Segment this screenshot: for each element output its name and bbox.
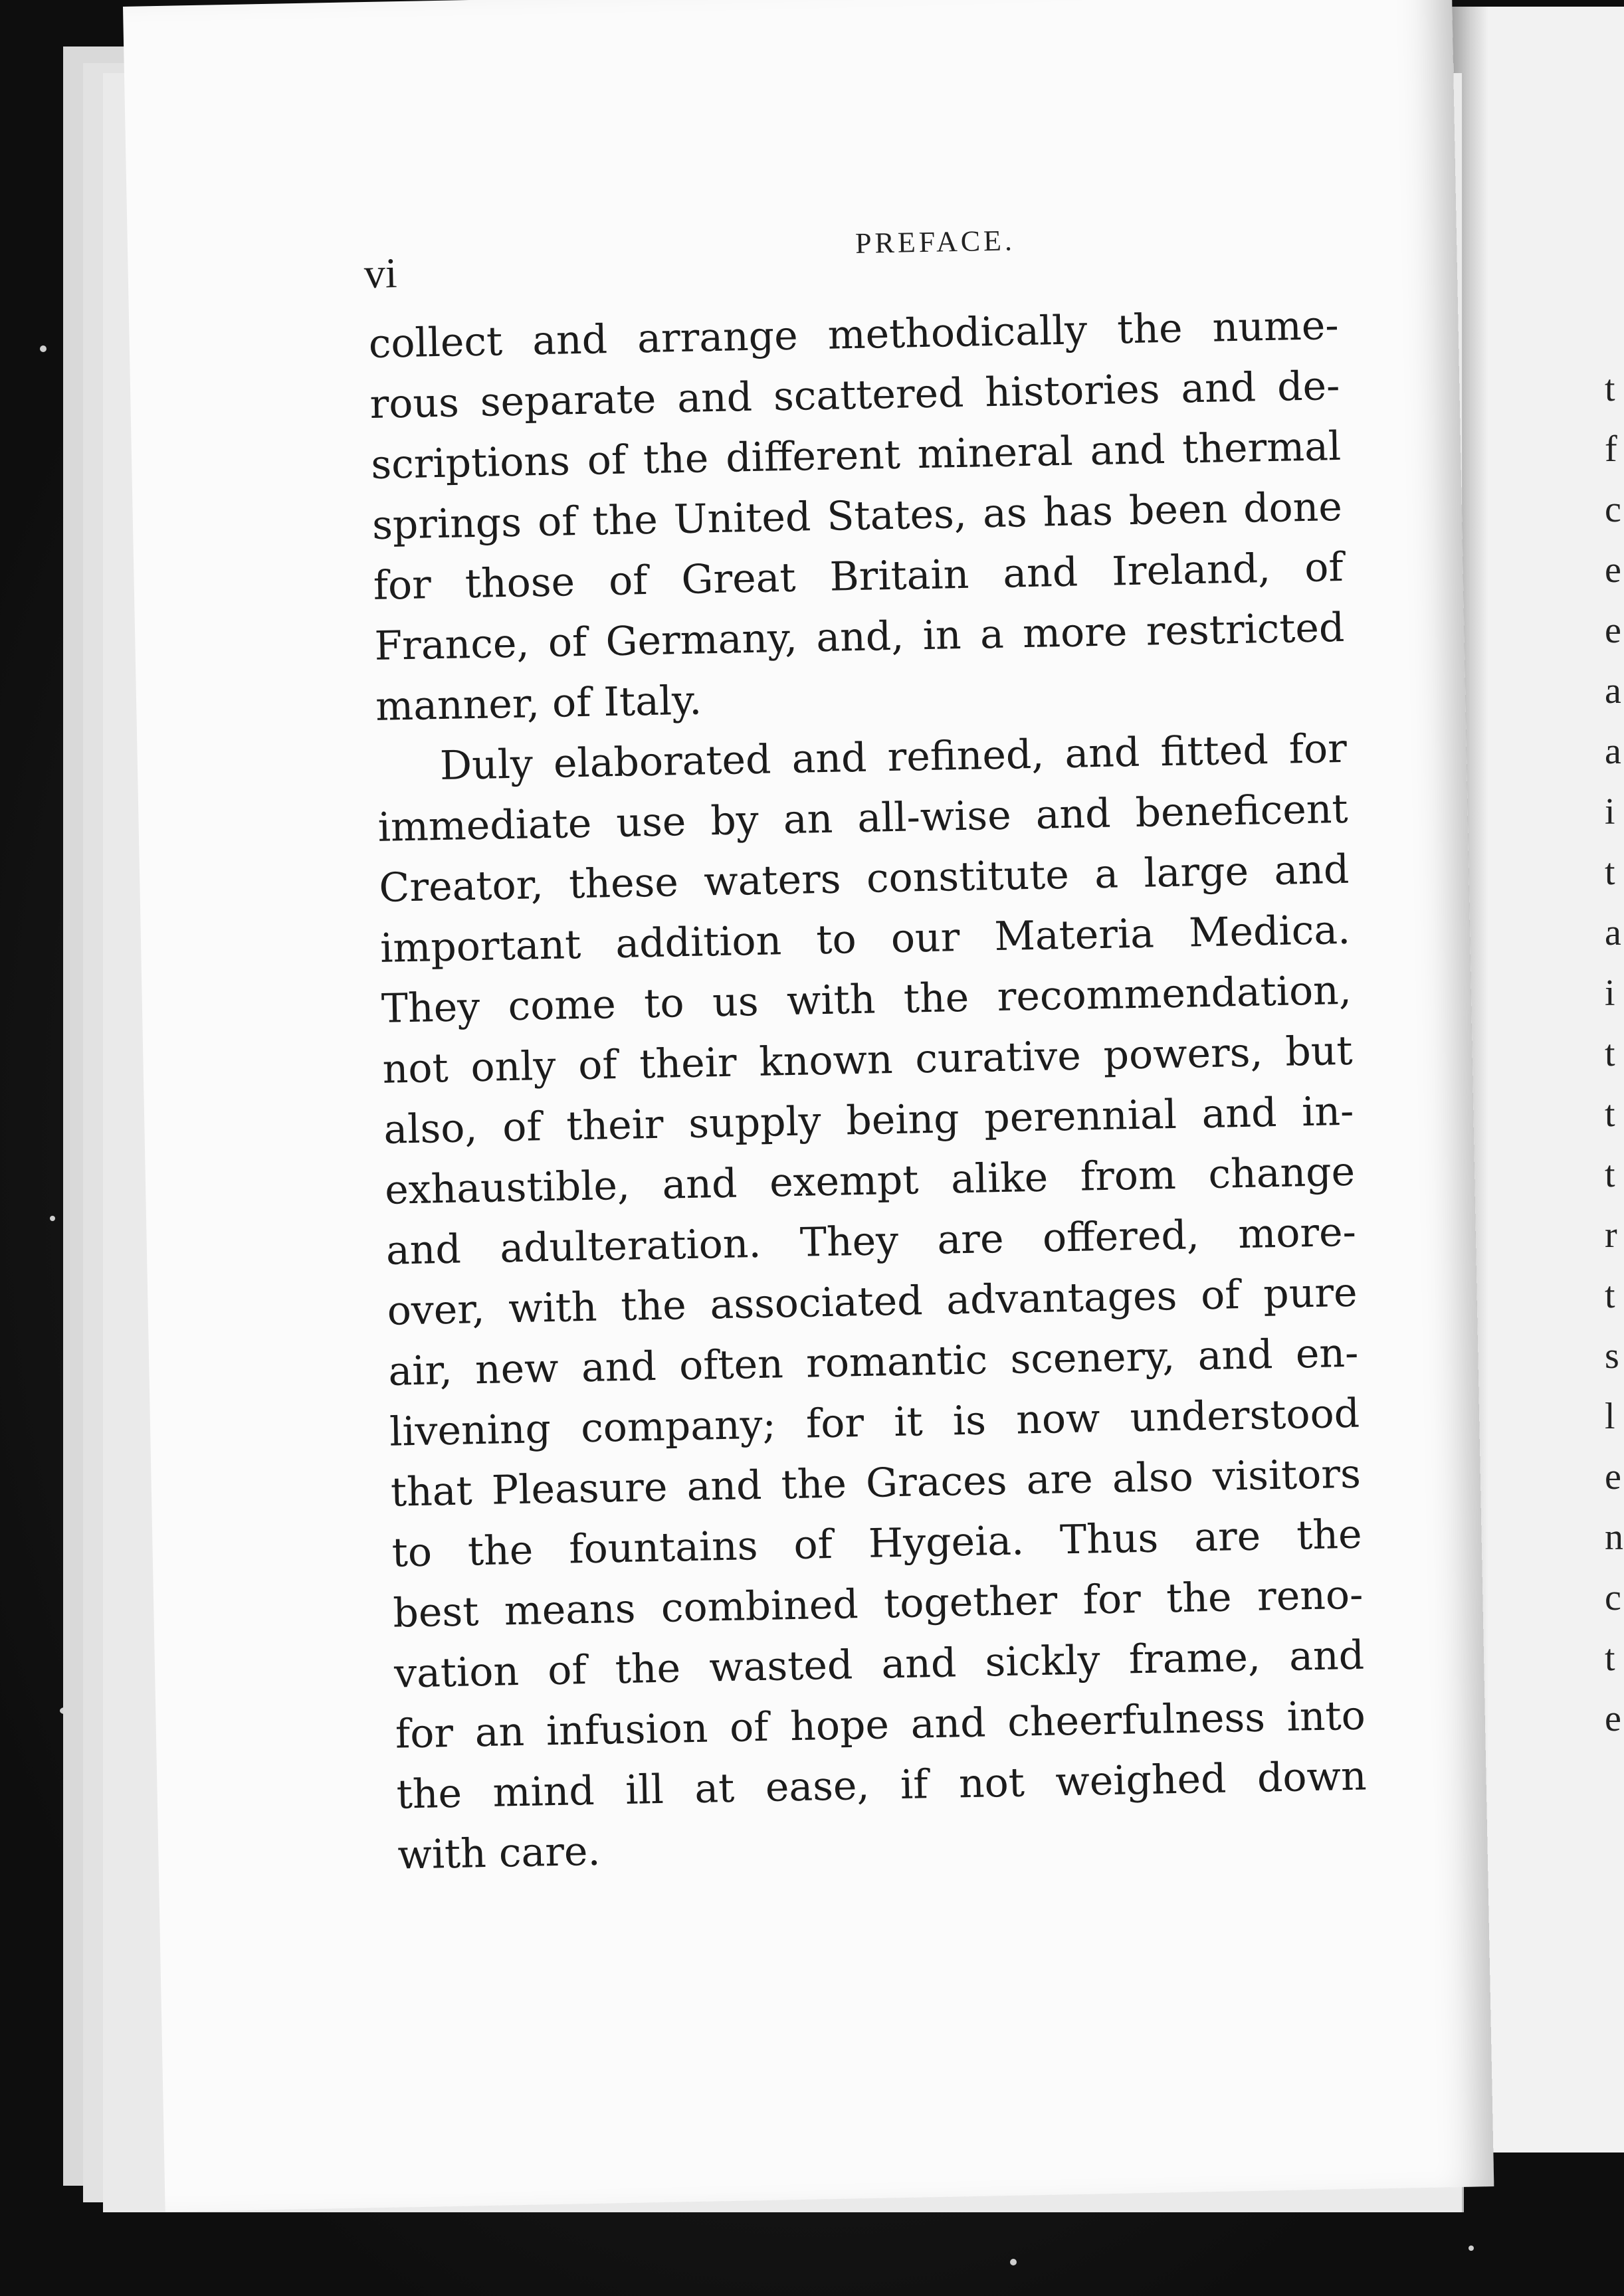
dust-speck xyxy=(40,345,47,352)
text-line: springs of the United States, as has been done xyxy=(371,483,1343,549)
text-line: livening company; for it is now understood xyxy=(389,1390,1360,1456)
dust-speck xyxy=(50,1216,55,1221)
text-line: for an infusion of hope and cheerfulness into xyxy=(395,1692,1366,1758)
facing-page-letter: e xyxy=(1605,610,1621,651)
facing-page-letter: t xyxy=(1605,368,1615,409)
facing-page-letter: c xyxy=(1605,1577,1621,1618)
text-line: important addition to our Materia Medica. xyxy=(379,906,1351,972)
text-line: and adulteration. They are offered, more- xyxy=(385,1208,1357,1274)
facing-page-letter: l xyxy=(1605,1396,1615,1437)
facing-page-letter: a xyxy=(1605,912,1621,953)
facing-page-text xyxy=(1605,359,1624,1749)
text-line: for those of Great Britain and Ireland, of xyxy=(373,543,1344,609)
text-line: Creator, these waters constitute a large and xyxy=(378,846,1350,911)
text-line: with care. xyxy=(397,1828,601,1879)
text-line: They come to us with the recommendation, xyxy=(381,967,1352,1032)
text-line: best means combined together for the reno- xyxy=(392,1571,1364,1637)
facing-page-letter: t xyxy=(1605,1275,1615,1316)
facing-page-letter: t xyxy=(1605,1638,1615,1679)
text-line: collect and arrange methodically the nume- xyxy=(368,302,1340,367)
facing-page-letter: s xyxy=(1605,1335,1619,1377)
text-line: that Pleasure and the Graces are also visitors xyxy=(390,1450,1362,1516)
dust-speck xyxy=(1469,2246,1474,2251)
text-line: immediate use by an all-wise and beneficent xyxy=(377,785,1349,851)
facing-page-letter: e xyxy=(1605,1456,1621,1497)
facing-page-letter: f xyxy=(1605,429,1617,470)
facing-page-letter: a xyxy=(1605,670,1621,712)
text-line: scriptions of the different mineral and thermal xyxy=(370,423,1342,488)
facing-page-letter: i xyxy=(1605,973,1615,1014)
facing-page-letter: t xyxy=(1605,1094,1615,1135)
facing-page-letter: e xyxy=(1605,549,1621,591)
facing-page-letter: n xyxy=(1605,1517,1623,1558)
text-line: vation of the wasted and sickly frame, and xyxy=(393,1632,1365,1697)
facing-page-letter: e xyxy=(1605,1698,1621,1739)
text-line: France, of Germany, and, in a more restricted xyxy=(373,604,1345,670)
facing-page-letter: i xyxy=(1605,791,1615,832)
text-line: the mind ill at ease, if not weighed down xyxy=(396,1753,1368,1818)
book-page xyxy=(123,0,1494,2212)
page-number: vi xyxy=(363,249,398,298)
body-text xyxy=(368,296,1368,1886)
text-line: exhaustible, and exempt alike from change xyxy=(384,1148,1356,1214)
text-line: to the fountains of Hygeia. Thus are the xyxy=(391,1511,1363,1577)
text-line: manner, of Italy. xyxy=(375,677,702,730)
text-line: also, of their supply being perennial and in- xyxy=(383,1088,1354,1153)
facing-page-letter: r xyxy=(1605,1214,1617,1256)
facing-page-letter: t xyxy=(1605,852,1615,893)
text-line: air, new and often romantic scenery, and en- xyxy=(387,1329,1359,1395)
facing-page-letter: t xyxy=(1605,1033,1615,1074)
facing-page-letter: a xyxy=(1605,731,1621,772)
text-line: not only of their known curative powers, but xyxy=(382,1027,1354,1093)
dust-speck xyxy=(1010,2259,1017,2265)
facing-page-letter: c xyxy=(1605,489,1621,530)
text-line: rous separate and scattered histories and de- xyxy=(369,362,1340,428)
facing-page-letter: t xyxy=(1605,1154,1615,1195)
text-line: Duly elaborated and refined, and fitted for xyxy=(439,725,1348,790)
text-line: over, with the associated advantages of pure xyxy=(387,1269,1358,1335)
running-head: PREFACE. xyxy=(855,224,1016,260)
